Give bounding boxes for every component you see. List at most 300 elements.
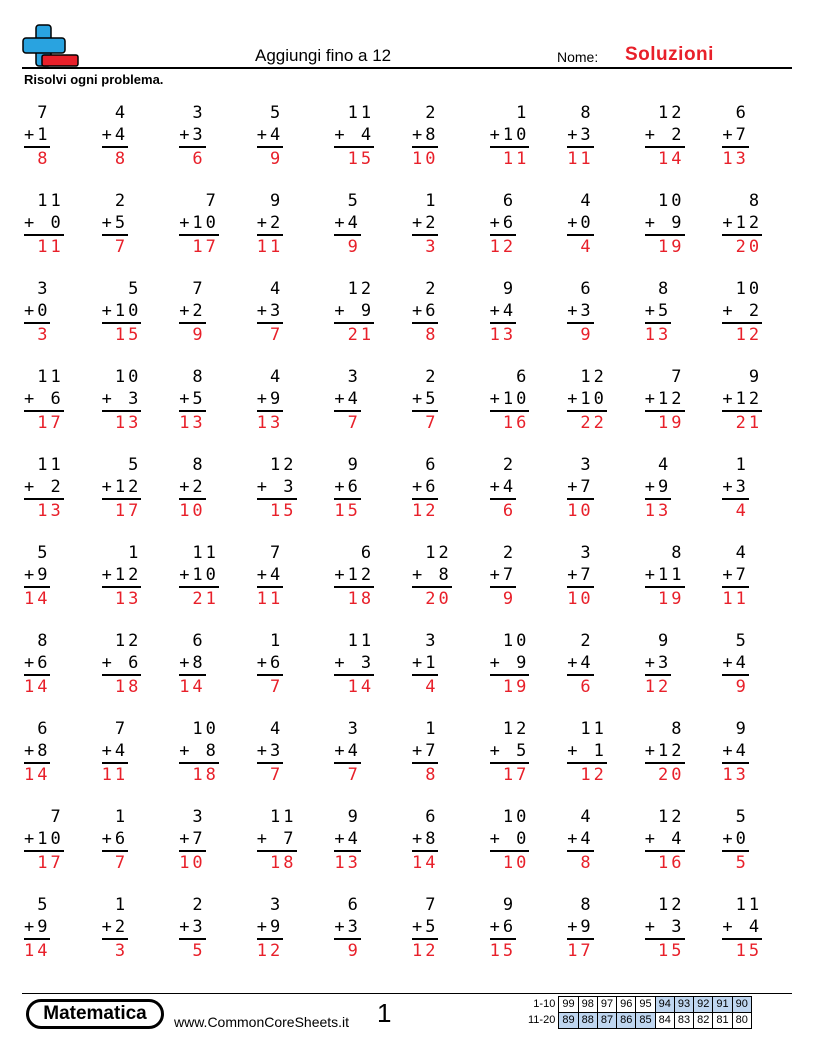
second-addend: +4 [490,300,516,324]
answer: 13 [334,853,361,873]
problem [718,364,796,452]
problem [563,892,641,980]
problem [175,100,253,188]
second-addend: +4 [567,652,593,676]
header-divider [22,67,792,69]
problem [20,188,98,276]
answer: 12 [256,941,284,961]
problem [175,540,253,628]
second-addend: + 9 [490,652,530,676]
second-addend: +3 [645,652,671,676]
problem [408,100,486,188]
first-addend: 7 [37,103,51,123]
first-addend: 6 [425,807,439,827]
problem [408,892,486,980]
first-addend: 11 [347,103,375,123]
score-cell: 92 [694,997,713,1013]
answer: 9 [347,237,361,257]
second-addend: +3 [334,916,360,940]
first-addend: 1 [516,103,530,123]
problem [718,804,796,892]
problem [718,188,796,276]
problem [20,540,98,628]
problem [486,628,564,716]
first-addend: 11 [37,367,64,387]
first-addend: 12 [580,367,607,387]
answer: 15 [270,501,297,521]
second-addend: +5 [102,212,128,236]
second-addend: +0 [24,300,50,324]
first-addend: 6 [192,631,206,651]
problem [718,540,796,628]
second-addend: +7 [567,564,593,588]
problem [408,364,486,452]
problem [20,100,98,188]
first-addend: 4 [270,719,284,739]
problem [486,276,564,364]
problem [641,716,719,804]
second-addend: +10 [567,388,607,412]
second-addend: +8 [24,740,50,764]
second-addend: +5 [412,916,438,940]
first-addend: 4 [658,455,672,475]
score-cell: 82 [694,1013,713,1029]
problem [20,364,98,452]
problem [641,452,719,540]
first-addend: 3 [347,367,361,387]
answer: 8 [425,325,439,345]
second-addend: +10 [490,124,530,148]
problem [486,364,564,452]
first-addend: 9 [502,279,517,299]
second-addend: + 0 [24,212,64,236]
first-addend: 2 [425,103,439,123]
first-addend: 7 [671,367,685,387]
first-addend: 11 [580,719,607,739]
answer: 13 [644,501,672,521]
first-addend: 9 [270,191,284,211]
problem [20,804,98,892]
problem [408,188,486,276]
problem [408,452,486,540]
answer: 6 [502,501,517,521]
problem [330,100,408,188]
answer: 11 [502,149,530,169]
second-addend: +11 [645,564,685,588]
answer: 13 [489,325,517,345]
first-addend: 6 [735,103,749,123]
second-addend: + 3 [257,476,297,500]
first-addend: 4 [580,191,594,211]
second-addend: +2 [179,476,205,500]
problem [486,452,564,540]
second-addend: + 8 [412,564,452,588]
first-addend: 5 [347,191,361,211]
score-cell: 96 [617,997,636,1013]
second-addend: +2 [102,916,128,940]
first-addend: 3 [192,807,206,827]
score-row-label: 11-20 [528,1014,556,1026]
first-addend: 1 [270,631,284,651]
answer: 14 [24,941,51,961]
second-addend: +3 [257,300,283,324]
second-addend: + 9 [334,300,374,324]
answer: 10 [179,853,206,873]
first-addend: 12 [658,103,685,123]
first-addend: 8 [37,631,51,651]
answer: 17 [567,941,594,961]
first-addend: 11 [347,631,375,651]
first-addend: 12 [114,631,142,651]
answer: 12 [411,941,439,961]
problem [563,188,641,276]
second-addend: +3 [179,124,205,148]
problem [486,188,564,276]
problem [20,716,98,804]
answer: 13 [114,589,142,609]
second-addend: +10 [179,564,219,588]
problem [486,716,564,804]
second-addend: +4 [334,212,360,236]
answer: 19 [502,677,530,697]
first-addend: 1 [425,191,439,211]
first-addend: 5 [128,279,142,299]
problem [486,100,564,188]
problem [408,540,486,628]
first-addend: 6 [580,279,594,299]
first-addend: 3 [580,455,594,475]
first-addend: 4 [270,279,284,299]
problem [718,628,796,716]
score-cell: 94 [655,997,674,1013]
answer: 16 [502,413,530,433]
answer: 15 [347,149,375,169]
second-addend: +9 [24,564,50,588]
answer: 15 [489,941,517,961]
problem [486,804,564,892]
second-addend: +3 [722,476,748,500]
second-addend: +2 [412,212,438,236]
second-addend: + 5 [490,740,530,764]
first-addend: 4 [580,807,594,827]
first-addend: 7 [205,191,219,211]
answer: 11 [256,589,284,609]
problem [641,276,719,364]
answer: 17 [192,237,219,257]
problem [330,276,408,364]
score-cell: 91 [713,997,732,1013]
second-addend: +6 [24,652,50,676]
first-addend: 2 [114,191,129,211]
second-addend: + 8 [179,740,219,764]
first-addend: 12 [658,895,685,915]
first-addend: 2 [502,543,517,563]
problem [175,364,253,452]
problem [718,892,796,980]
answer: 15 [658,941,685,961]
second-addend: + 9 [645,212,685,236]
name-value: Soluzioni [625,44,714,65]
problem [330,452,408,540]
answer: 21 [192,589,219,609]
second-addend: +3 [179,916,205,940]
second-addend: + 4 [722,916,762,940]
problem [563,540,641,628]
second-addend: +3 [257,740,283,764]
answer: 15 [114,325,142,345]
second-addend: +7 [179,828,205,852]
first-addend: 3 [270,895,284,915]
problem [408,628,486,716]
answer: 10 [179,501,206,521]
score-cell: 99 [559,997,578,1013]
answer: 14 [347,677,375,697]
problem [98,628,176,716]
problem [563,628,641,716]
score-cell: 86 [617,1013,636,1029]
page-number: 1 [377,998,392,1028]
first-addend: 2 [502,455,517,475]
first-addend: 9 [502,895,517,915]
first-addend: 6 [516,367,530,387]
score-cell: 98 [578,997,597,1013]
problem [718,276,796,364]
answer: 21 [347,325,375,345]
answer: 7 [114,853,129,873]
second-addend: +1 [412,652,438,676]
problem [175,188,253,276]
footer-divider [22,993,792,994]
problem [330,364,408,452]
first-addend: 9 [735,719,749,739]
instructions: Risolvi ogni problema. [24,72,164,87]
answer: 19 [658,589,685,609]
answer: 9 [270,149,284,169]
answer: 14 [179,677,206,697]
first-addend: 8 [658,279,672,299]
second-addend: +9 [24,916,50,940]
answer: 5 [735,853,749,873]
answer: 11 [256,237,284,257]
problem [20,892,98,980]
first-addend: 5 [735,807,749,827]
second-addend: +12 [645,740,685,764]
answer: 22 [580,413,607,433]
first-addend: 8 [192,367,206,387]
answer: 14 [411,853,439,873]
first-addend: 7 [192,279,206,299]
second-addend: +3 [567,124,593,148]
answer: 3 [114,941,129,961]
answer: 12 [489,237,517,257]
first-addend: 5 [37,895,51,915]
problem [408,276,486,364]
answer: 10 [411,149,439,169]
second-addend: +5 [645,300,671,324]
second-addend: +4 [490,476,516,500]
problem [330,540,408,628]
problem [641,540,719,628]
answer: 18 [192,765,219,785]
first-addend: 6 [347,895,361,915]
problem [718,716,796,804]
answer: 12 [735,325,763,345]
problem [253,628,331,716]
problem [330,628,408,716]
answer: 13 [37,501,64,521]
answer: 17 [114,501,142,521]
answer: 4 [580,237,594,257]
site-url: www.CommonCoreSheets.it [174,1014,350,1030]
second-addend: +7 [722,124,748,148]
answer: 20 [425,589,452,609]
first-addend: 8 [192,455,206,475]
second-addend: +0 [567,212,593,236]
answer: 21 [735,413,763,433]
answer: 15 [334,501,361,521]
second-addend: +12 [645,388,685,412]
score-cell: 90 [732,997,751,1013]
problem [563,364,641,452]
answer: 5 [192,941,206,961]
answer: 10 [567,501,594,521]
problem [253,892,331,980]
first-addend: 1 [114,895,129,915]
worksheet-title: Aggiungi fino a 12 [255,46,392,65]
first-addend: 6 [425,455,439,475]
problem [330,188,408,276]
score-cell: 84 [655,1013,674,1029]
first-addend: 3 [347,719,361,739]
second-addend: +5 [179,388,205,412]
problem [641,100,719,188]
answer: 12 [644,677,672,697]
first-addend: 2 [425,279,439,299]
second-addend: +4 [334,740,360,764]
second-addend: +1 [24,124,50,148]
second-addend: +10 [24,828,64,852]
second-addend: +12 [722,388,762,412]
problem [563,100,641,188]
answer: 6 [192,149,206,169]
second-addend: +12 [102,476,142,500]
answer: 11 [722,589,749,609]
score-cell: 95 [636,997,655,1013]
score-cell: 88 [578,1013,597,1029]
second-addend: +6 [412,476,438,500]
score-row [528,1013,751,1029]
first-addend: 7 [270,543,284,563]
first-addend: 5 [128,455,142,475]
first-addend: 11 [270,807,297,827]
second-addend: +2 [179,300,205,324]
second-addend: +7 [490,564,516,588]
first-addend: 12 [502,719,530,739]
problem [253,452,331,540]
problem [563,452,641,540]
answer: 7 [114,237,129,257]
problem [98,188,176,276]
score-cell: 81 [713,1013,732,1029]
first-addend: 10 [502,807,530,827]
problem [486,892,564,980]
second-addend: +7 [567,476,593,500]
second-addend: + 1 [567,740,607,764]
second-addend: +10 [102,300,142,324]
second-addend: +4 [257,124,283,148]
second-addend: + 7 [257,828,297,852]
answer: 10 [502,853,530,873]
answer: 8 [37,149,51,169]
problem [253,100,331,188]
answer: 13 [114,413,142,433]
first-addend: 7 [425,895,439,915]
second-addend: +9 [567,916,593,940]
answer: 17 [37,413,64,433]
first-addend: 11 [37,191,64,211]
first-addend: 3 [192,103,206,123]
first-addend: 5 [735,631,749,651]
first-addend: 9 [347,807,361,827]
second-addend: + 0 [490,828,530,852]
problem [175,892,253,980]
first-addend: 10 [735,279,763,299]
problem [98,540,176,628]
second-addend: +9 [257,916,283,940]
second-addend: +5 [412,388,438,412]
answer: 3 [425,237,439,257]
answer: 13 [644,325,672,345]
problem [330,716,408,804]
answer: 13 [722,765,749,785]
problem [563,716,641,804]
score-cell: 85 [636,1013,655,1029]
second-addend: +4 [567,828,593,852]
first-addend: 8 [580,895,594,915]
first-addend: 11 [192,543,219,563]
second-addend: +10 [490,388,530,412]
problem [253,276,331,364]
problem [98,716,176,804]
answer: 7 [347,413,361,433]
answer: 11 [37,237,64,257]
problem [253,540,331,628]
second-addend: +12 [722,212,762,236]
first-addend: 2 [580,631,594,651]
second-addend: + 3 [334,652,374,676]
score-row-label: 1-10 [533,998,556,1010]
answer: 12 [411,501,439,521]
problem [486,540,564,628]
score-cell: 87 [597,1013,616,1029]
second-addend: +6 [257,652,283,676]
first-addend: 10 [658,191,685,211]
second-addend: +12 [334,564,374,588]
first-addend: 1 [128,543,142,563]
second-addend: + 4 [334,124,374,148]
answer: 12 [580,765,607,785]
first-addend: 1 [114,807,129,827]
second-addend: +4 [102,124,128,148]
second-addend: +2 [257,212,283,236]
answer: 6 [580,677,594,697]
second-addend: +6 [412,300,438,324]
plus-minus-icon [22,24,80,68]
first-addend: 3 [425,631,439,651]
problem [641,364,719,452]
answer: 15 [735,941,763,961]
first-addend: 6 [502,191,517,211]
